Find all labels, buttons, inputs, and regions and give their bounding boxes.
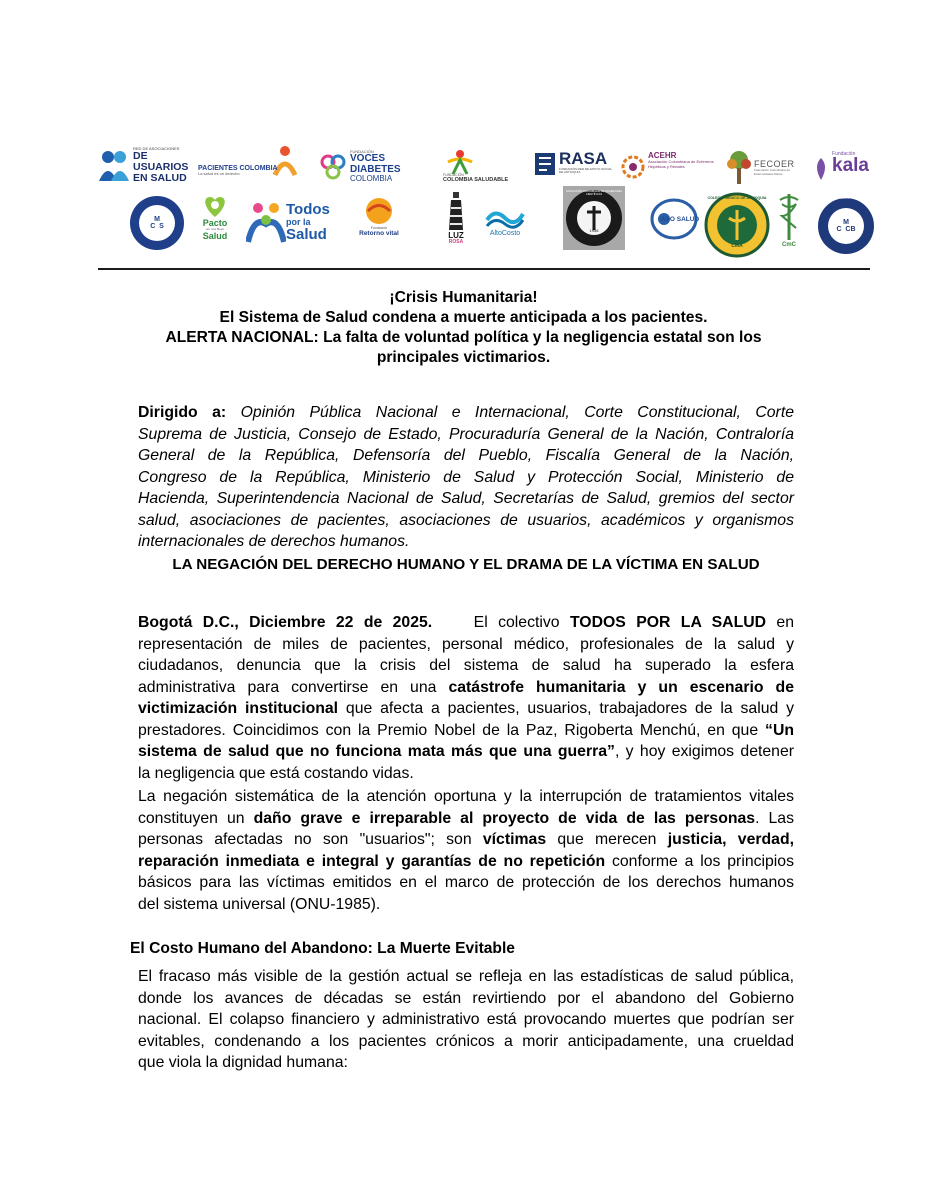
addressees-line-3: General de la República, Defensoría del Pueblo, Fiscalía General de la Nación, — [138, 447, 794, 464]
header-divider-line — [98, 268, 870, 270]
pacientes-colombia-logo — [198, 145, 303, 187]
addressees-label: Dirigido a: — [138, 404, 227, 421]
p2-line-3c: que merecen — [557, 831, 657, 848]
section-heading: LA NEGACIÓN DEL DERECHO HUMANO Y EL DRAMA DE LA VÍCTIMA EN SALUD — [172, 556, 760, 573]
pacientes-name: PACIENTES COLOMBIA — [198, 165, 278, 172]
retorno-name: Retorno vital — [359, 229, 399, 237]
acehr-name: ACEHR — [648, 151, 677, 160]
p2-line-6: del sistema universal (ONU-1985). — [138, 895, 381, 913]
todos-line1: Todos — [286, 201, 330, 218]
partner-logos-banner — [0, 0, 927, 270]
p3-line-1: El fracaso más visible de la gestión actual se refleja en las estadísticas de salud pública, — [138, 968, 794, 985]
p1-line-5a: victimización institucional — [138, 700, 339, 717]
pacto-line3: Salud — [202, 230, 228, 241]
victims-paragraph — [138, 786, 794, 915]
saludable-pre: FUNDACIÓN — [443, 173, 464, 177]
rasa-name: RASA — [559, 149, 608, 168]
cmcs-ring: COLEGIO MÉDICO DE SANTANDER — [135, 194, 179, 197]
colombia-saludable-logo — [443, 148, 523, 186]
addressees-paragraph — [138, 402, 794, 553]
cmcs-center: M C S — [150, 215, 164, 230]
pacientes-tagline: La salud es un derecho — [198, 171, 240, 177]
p2-line-3b: víctimas — [482, 831, 547, 848]
antioquia-abbr: CMA — [731, 243, 743, 249]
p2-line-1: La negación sistemática de la atención oportuna y la interrupción de tratamientos vitales — [138, 788, 794, 805]
sociedades-ring: ASOCIACIÓN COLOMBIANA DE SOCIEDADES CIENTÍFICAS — [565, 190, 623, 196]
pacto-line1: Pacto — [202, 218, 228, 228]
p3-line-4: evitables, condenando a los pacientes crónicos a morir anticipadamente, una crueldad — [138, 1032, 794, 1050]
collective-name: TODOS POR LA SALUD — [569, 614, 767, 631]
diabetes-line2: COLOMBIA — [350, 174, 393, 184]
cundinamarca-ring: C.M. CUNDINAMARCA Y BOGOTÁ D.C. — [822, 197, 870, 200]
kala-name: kala — [832, 155, 869, 177]
pacto-salud-logo — [195, 193, 235, 249]
title-line-1: ¡Crisis Humanitaria! — [389, 289, 538, 306]
p1-line-4b: catástrofe humanitaria y un escenario de — [448, 678, 794, 696]
fecoer-logo — [724, 150, 806, 190]
p1-text-a: El colectivo — [473, 614, 560, 631]
p2-line-2c: . Las — [755, 809, 794, 827]
kala-logo — [812, 152, 890, 188]
addressees-line-4: Congreso de la República, Ministerio de Salud y Protección Social, Ministerio de — [138, 468, 794, 486]
rasa-sub: FUNDACIÓN RED DE APOYO SOCIAL DE ANTIOQUIA — [559, 166, 613, 175]
todos-line3: Salud — [286, 226, 327, 243]
aso-salud-logo — [648, 198, 700, 242]
addressees-line-5: Hacienda, Superintendencia Nacional de Salud, Secretarías de Salud, gremios del sector — [138, 490, 794, 507]
dateline: Bogotá D.C., Diciembre 22 de 2025. — [138, 614, 433, 631]
subheading: El Costo Humano del Abandono: La Muerte Evitable — [130, 940, 515, 957]
cundinamarca-center: M C CB — [836, 218, 856, 233]
p1-line-6b: “Un — [765, 721, 795, 739]
addressees-line-7: internacionales de derechos humanos. — [138, 533, 410, 550]
asosalud-name: ASO SALUD — [660, 215, 700, 223]
retorno-pre: Fundación — [370, 226, 388, 230]
diabetes-line1: VOCES DIABETES — [350, 153, 401, 175]
p1-text-b: en — [776, 614, 794, 631]
rasa-logo — [534, 150, 614, 182]
luz-sub: ROSA — [448, 239, 464, 246]
acehr-logo — [620, 152, 720, 184]
p1-line-3: ciudadanos, denuncia que la crisis del sistema de salud ha superado la esfera — [138, 657, 794, 674]
luz-name: LUZ — [448, 231, 464, 240]
altocosto-logo — [473, 206, 537, 242]
p1-line-8: la negligencia que está costando vidas. — [138, 764, 414, 782]
retorno-vital-logo — [353, 196, 405, 246]
kala-pre: Fundación — [832, 151, 856, 157]
p1-line-7b: , y hoy exigimos detener — [614, 743, 794, 760]
p3-line-3: nacional. El colapso financiero y administrativo está provocando muertes que podrían ser — [138, 1011, 794, 1028]
usuarios-line1: RED DE ASOCIACIONES — [133, 146, 180, 151]
title-line-4: principales victimarios. — [376, 349, 551, 366]
p2-line-5: básicos para las víctimas emitidos en el marco de protección de los derechos humanos — [138, 874, 794, 891]
addressees-line-6: salud, asociaciones de pacientes, asociaciones de usuarios, académicos y organismos — [138, 511, 794, 529]
p1-line-5b: que afecta a pacientes, usuarios, trabajadores de la salud y — [345, 700, 794, 717]
p2-line-3d: justicia, verdad, — [667, 831, 794, 848]
colegio-medico-cundinamarca-logo — [816, 196, 876, 256]
cmc-caduceus-logo — [776, 192, 802, 256]
antioquia-ring: COLEGIO MÉDICO DE ANTIOQUIA — [707, 196, 767, 200]
diabetes-pre: FUNDACIÓN — [350, 149, 374, 154]
intro-paragraph — [138, 612, 794, 784]
usuarios-en-salud-logo — [97, 145, 189, 187]
fecoer-name: FECOER — [754, 159, 795, 169]
addressees-line-2: Suprema de Justicia, Consejo de Estado, Procuraduría General de la Nación, Contraloría — [138, 425, 794, 443]
luz-rosa-logo — [443, 190, 469, 254]
acehr-sub: Asociación Colombiana de Enfermos Hepáticos y Renales — [648, 159, 714, 169]
usuarios-line3: EN SALUD — [133, 172, 187, 185]
todos-por-la-salud-logo — [246, 200, 350, 248]
colegio-medico-antioquia-logo — [703, 192, 771, 258]
altocosto-name: AltoCosto — [489, 230, 521, 237]
p1-line-4a: administrativa para convertirse en una — [138, 678, 437, 696]
p1-line-2: representación de miles de pacientes, personal médico, profesionales de la salud y — [138, 635, 794, 653]
cmc-abbr: CmC — [781, 242, 796, 248]
avoidable-death-paragraph — [138, 966, 794, 1074]
title-line-2: El Sistema de Salud condena a muerte anticipada a los pacientes. — [219, 309, 708, 326]
asociacion-sociedades-cientificas-logo — [563, 186, 625, 250]
p3-line-5: que viola la dignidad humana: — [138, 1054, 348, 1071]
document-title — [100, 288, 827, 368]
addressees-line-1: Opinión Pública Nacional e Internacional, Corte Constitucional, Corte — [240, 404, 794, 421]
p1-line-6a: prestadores. Coincidimos con la Premio Nobel de la Paz, Rigoberta Menchú, en que — [138, 721, 759, 739]
p2-line-2b: daño grave e irreparable al proyecto de vida de las personas — [253, 809, 756, 827]
p1-line-7a: sistema de salud que no funciona mata más que una guerra” — [138, 743, 615, 760]
p2-line-3a: personas afectadas no son "usuarios"; son — [138, 831, 472, 848]
p2-line-4b: conforme a los principios — [611, 852, 794, 870]
p2-line-2a: constituyen un — [138, 809, 245, 827]
fecoer-sub: Federación Colombiana de Enfermedades Raras — [754, 168, 791, 176]
sociedades-year: 1956 — [589, 228, 599, 233]
p3-line-2: donde los avances de décadas se están revirtiendo por el abandono del Gobierno — [138, 989, 794, 1007]
colegio-medico-santander-logo — [128, 194, 186, 252]
usuarios-line2: DE USUARIOS — [133, 150, 189, 174]
voces-diabetes-logo — [318, 150, 433, 184]
pacto-line2: por una Mejor — [205, 227, 225, 232]
saludable-name: COLOMBIA SALUDABLE — [443, 176, 509, 183]
todos-line2: por la — [286, 217, 311, 227]
p2-line-4a: reparación inmediata e integral y garantías de no repetición — [138, 852, 606, 870]
title-line-3: ALERTA NACIONAL: La falta de voluntad política y la negligencia estatal son los — [165, 329, 762, 346]
